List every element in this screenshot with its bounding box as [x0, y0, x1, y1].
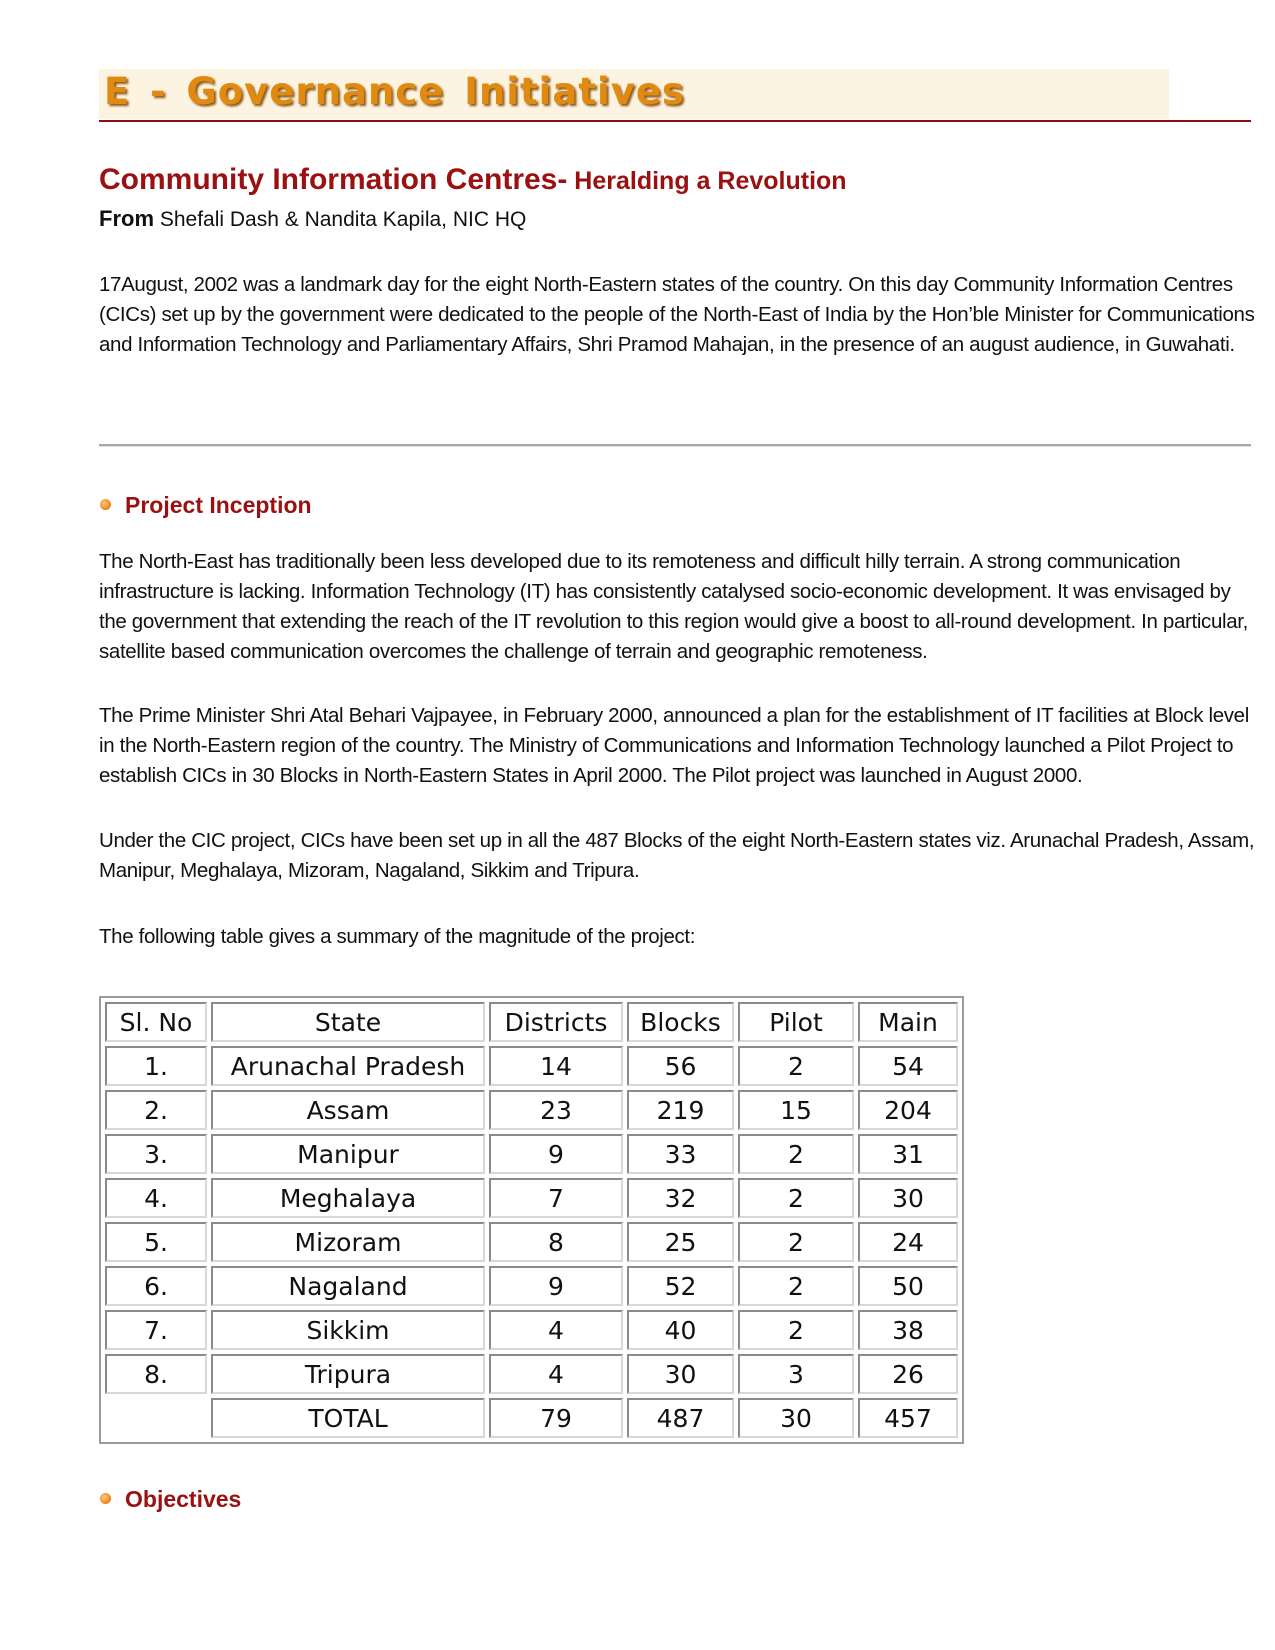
paragraph: The Prime Minister Shri Atal Behari Vajpayee, in February 2000, announced a plan for the establishment of IT facilities at Block level in the North-Eastern region of the country. The Ministry of Communications and Information Technology launched a Pilot Project to establish CICs in 30 Blocks in North-Eastern States in April 2000. The Pilot project was launched in August 2000.	[99, 704, 1249, 787]
table-cell: 4	[489, 1354, 623, 1394]
table-row	[105, 1354, 958, 1394]
table-header-row	[105, 1002, 958, 1042]
summary-table	[99, 996, 964, 1444]
table-cell: 9	[489, 1134, 623, 1174]
section-heading-label: Objectives	[125, 1486, 242, 1512]
table-cell: 15	[738, 1090, 854, 1130]
table-cell: 8	[489, 1222, 623, 1262]
article-title-main: Community Information Centres-	[99, 163, 568, 196]
column-header: Pilot	[738, 1002, 854, 1042]
table-cell: 52	[627, 1266, 734, 1306]
table-row	[105, 1090, 958, 1130]
paragraph: Under the CIC project, CICs have been set up in all the 487 Blocks of the eight North-Eastern states viz. Arunachal Pradesh, Assam, Manipur, Meghalaya, Mizoram, Nagaland, Sikkim and Tripura.	[99, 829, 1255, 882]
table-cell: Tripura	[211, 1354, 485, 1394]
byline-authors: Shefali Dash & Nandita Kapila, NIC HQ	[154, 208, 527, 231]
orange-bullet-icon	[100, 1493, 111, 1504]
table-cell: 54	[858, 1046, 958, 1086]
table-cell: Mizoram	[211, 1222, 485, 1262]
table-cell: 2	[738, 1178, 854, 1218]
table-cell: Arunachal Pradesh	[211, 1046, 485, 1086]
column-header: Blocks	[627, 1002, 734, 1042]
column-header: Sl. No	[105, 1002, 207, 1042]
table-cell: 40	[627, 1310, 734, 1350]
byline-label: From	[99, 206, 154, 231]
byline	[99, 206, 526, 232]
table-cell: 30	[627, 1354, 734, 1394]
intro-paragraph: 17August, 2002 was a landmark day for the eight North-Eastern states of the country. On this day Community Information Centres (CICs) set up by the government were dedicated to the people of the North-East of India by the Hon’ble Minister for Communications and Information Technology and Parliamentary Affairs, Shri Pramod Mahajan, in the presence of an august audience, in Guwahati.	[99, 273, 1255, 356]
table-cell: Nagaland	[211, 1266, 485, 1306]
table-cell: 30	[858, 1178, 958, 1218]
table-cell: 457	[858, 1398, 958, 1438]
table-cell: TOTAL	[211, 1398, 485, 1438]
table-cell: 23	[489, 1090, 623, 1130]
section-heading-objectives	[100, 1486, 241, 1513]
orange-bullet-icon	[100, 499, 111, 510]
table-row	[105, 1266, 958, 1306]
section-divider	[99, 444, 1251, 447]
column-header: State	[211, 1002, 485, 1042]
table-row	[105, 1046, 958, 1086]
table-cell: 4	[489, 1310, 623, 1350]
table-cell: 24	[858, 1222, 958, 1262]
table-cell: 33	[627, 1134, 734, 1174]
table-cell: 26	[858, 1354, 958, 1394]
table-cell: 2	[738, 1310, 854, 1350]
table-row	[105, 1178, 958, 1218]
table-row	[105, 1310, 958, 1350]
column-header: Main	[858, 1002, 958, 1042]
table-cell-empty	[105, 1398, 207, 1438]
table-total-row	[105, 1398, 958, 1438]
table-cell: Manipur	[211, 1134, 485, 1174]
table-row	[105, 1134, 958, 1174]
table-cell: 9	[489, 1266, 623, 1306]
table-cell: 79	[489, 1398, 623, 1438]
table-cell: 8.	[105, 1354, 207, 1394]
table-cell: 5.	[105, 1222, 207, 1262]
table-cell: 31	[858, 1134, 958, 1174]
table-row	[105, 1222, 958, 1262]
table-cell: 487	[627, 1398, 734, 1438]
table-cell: 14	[489, 1046, 623, 1086]
table-cell: Meghalaya	[211, 1178, 485, 1218]
table-cell: Sikkim	[211, 1310, 485, 1350]
table-cell: 25	[627, 1222, 734, 1262]
column-header: Districts	[489, 1002, 623, 1042]
table-cell: 1.	[105, 1046, 207, 1086]
table-cell: 7	[489, 1178, 623, 1218]
article-title	[99, 163, 847, 197]
table-cell: 50	[858, 1266, 958, 1306]
table-cell: 2	[738, 1222, 854, 1262]
banner-title: E - Governance Initiatives	[104, 70, 685, 113]
table-cell: 204	[858, 1090, 958, 1130]
table-cell: 6.	[105, 1266, 207, 1306]
table-cell: 2	[738, 1266, 854, 1306]
table-cell: 219	[627, 1090, 734, 1130]
table-cell: 32	[627, 1178, 734, 1218]
article-title-sub: Heralding a Revolution	[567, 167, 847, 195]
table-cell: 30	[738, 1398, 854, 1438]
table-cell: 3	[738, 1354, 854, 1394]
paragraph: The North-East has traditionally been less developed due to its remoteness and difficult hilly terrain. A strong communication infrastructure is lacking. Information Technology (IT) has consistently catalysed socio-economic development. It was envisaged by the government that extending the reach of the IT revolution to this region would give a boost to all-round development. In particular, satellite based communication overcomes the challenge of terrain and geographic remoteness.	[99, 550, 1248, 663]
table-cell: 56	[627, 1046, 734, 1086]
table-cell: 7.	[105, 1310, 207, 1350]
table-cell: 3.	[105, 1134, 207, 1174]
table-cell: Assam	[211, 1090, 485, 1130]
header-divider	[99, 120, 1251, 122]
table-cell: 38	[858, 1310, 958, 1350]
table-cell: 2	[738, 1134, 854, 1174]
table-cell: 2	[738, 1046, 854, 1086]
table-cell: 4.	[105, 1178, 207, 1218]
section-heading-label: Project Inception	[125, 492, 312, 518]
table-cell: 2.	[105, 1090, 207, 1130]
paragraph: The following table gives a summary of the magnitude of the project:	[99, 925, 696, 948]
section-heading-project-inception	[100, 492, 312, 519]
